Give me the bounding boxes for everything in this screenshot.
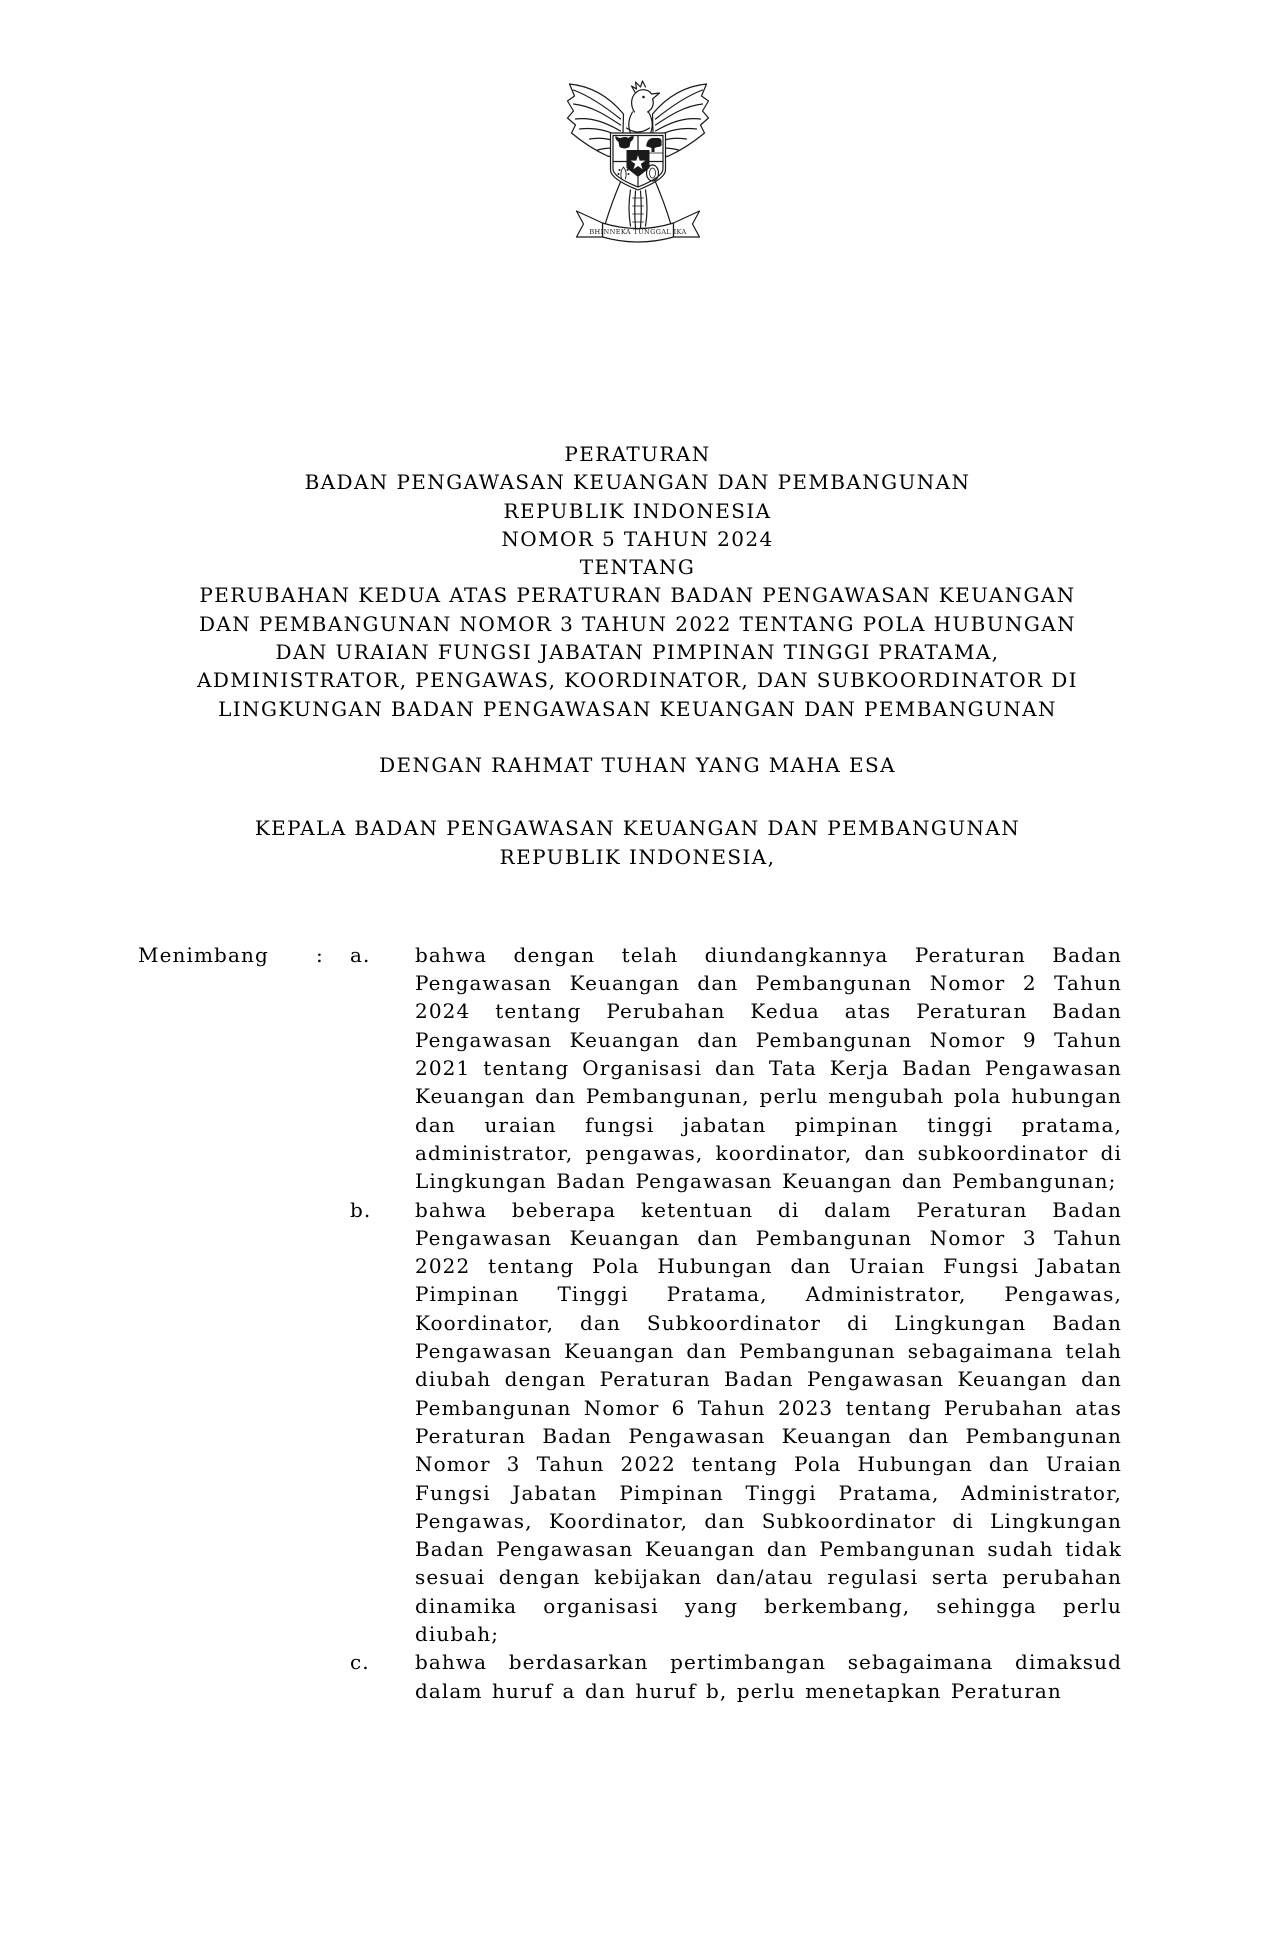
title-line: REPUBLIK INDONESIA [503, 498, 772, 523]
considering-item-b [350, 1196, 1122, 1649]
considering-label-column [138, 941, 350, 969]
regulation-title-block [0, 440, 1275, 723]
right-leg-line [655, 182, 670, 223]
ribbon-banner-icon [576, 211, 699, 242]
pancasila-shield-icon [610, 133, 665, 190]
considering-label: Menimbang [138, 942, 269, 967]
title-subject-line: PERUBAHAN KEDUA ATAS PERATURAN BADAN PENGAWASAN KEUANGAN [199, 583, 1076, 608]
considering-separator: : [316, 942, 324, 967]
item-text: bahwa berdasarkan pertimbangan sebagaimana dimaksud dalam huruf a dan huruf b, perlu menetapkan Peraturan [415, 1650, 1122, 1703]
ribbon-motto-text: BHINNEKA TUNGGAL IKA [588, 228, 687, 236]
considering-items [350, 941, 1122, 1705]
considering-item-c [350, 1648, 1122, 1705]
item-text: bahwa dengan telah diundangkannya Peraturan Badan Pengawasan Keuangan dan Pembangunan Nomor 2 Tahun 2024 tentang Perubahan Kedua atas Peraturan Badan Pengawasan Keuangan dan Pembangunan Nomor 9 Tahun 2021 tentang Organisasi dan Tata Kerja Badan Pengawasan Keuangan dan Pembangunan, perlu mengubah pola hubungan dan uraian fungsi jabatan pimpinan tinggi pratama, administrator, pengawas, koordinator, dan subkoordinator di Lingkungan Badan Pengawasan Keuangan dan Pembangunan; [415, 942, 1122, 1194]
authority-line: KEPALA BADAN PENGAWASAN KEUANGAN DAN PEMBANGUNAN [254, 816, 1021, 841]
considering-item-a [350, 941, 1122, 1196]
authority-block [0, 814, 1275, 871]
left-leg-line [605, 182, 620, 223]
garuda-pancasila-emblem [559, 78, 717, 248]
item-text: bahwa beberapa ketentuan di dalam Peraturan Badan Pengawasan Keuangan dan Pembangunan Nomor 3 Tahun 2022 tentang Pola Hubungan dan Uraian Fungsi Jabatan Pimpinan Tinggi Pratama, Administrator, Pengawas, Koordinator, dan Subkoordinator di Lingkungan Badan Pengawasan Keuangan dan Pembangunan sebagaimana telah diubah dengan Peraturan Badan Pengawasan Keuangan dan Pembangunan Nomor 6 Tahun 2023 tentang Perubahan atas Peraturan Badan Pengawasan Keuangan dan Pembangunan Nomor 3 Tahun 2022 tentang Pola Hubungan dan Uraian Fungsi Jabatan Pimpinan Tinggi Pratama, Administrator, Pengawas, Koordinator, dan Subkoordinator di Lingkungan Badan Pengawasan Keuangan dan Pembangunan sudah tidak sesuai dengan kebijakan dan/atau regulasi serta perubahan dinamika organisasi yang berkembang, sehingga perlu diubah; [415, 1197, 1122, 1646]
title-subject-line: LINGKUNGAN BADAN PENGAWASAN KEUANGAN DAN PEMBANGUNAN [218, 696, 1057, 721]
regulation-number-line: NOMOR 5 TAHUN 2024 [501, 526, 774, 551]
item-letter: a. [350, 942, 371, 967]
garuda-pancasila-icon [559, 78, 717, 248]
title-line: BADAN PENGAWASAN KEUANGAN DAN PEMBANGUNAN [304, 470, 971, 495]
title-subject-line: ADMINISTRATOR, PENGAWAS, KOORDINATOR, DAN SUBKOORDINATOR DI [197, 668, 1078, 693]
eagle-head-icon [631, 81, 659, 112]
title-line: PERATURAN [564, 442, 711, 466]
title-subject-line: DAN URAIAN FUNGSI JABATAN PIMPINAN TINGGI PRATAMA, [275, 640, 1000, 665]
invocation-line: DENGAN RAHMAT TUHAN YANG MAHA ESA [379, 752, 896, 777]
title-line: TENTANG [579, 555, 696, 580]
considering-section [0, 941, 1275, 1705]
item-letter: b. [350, 1197, 372, 1222]
item-letter: c. [350, 1650, 370, 1675]
title-subject-line: DAN PEMBANGUNAN NOMOR 3 TAHUN 2022 TENTANG POLA HUBUNGAN [198, 611, 1077, 636]
neck-right-line [648, 112, 652, 133]
authority-line: REPUBLIK INDONESIA, [499, 844, 776, 869]
tail-feathers-icon [629, 190, 647, 228]
